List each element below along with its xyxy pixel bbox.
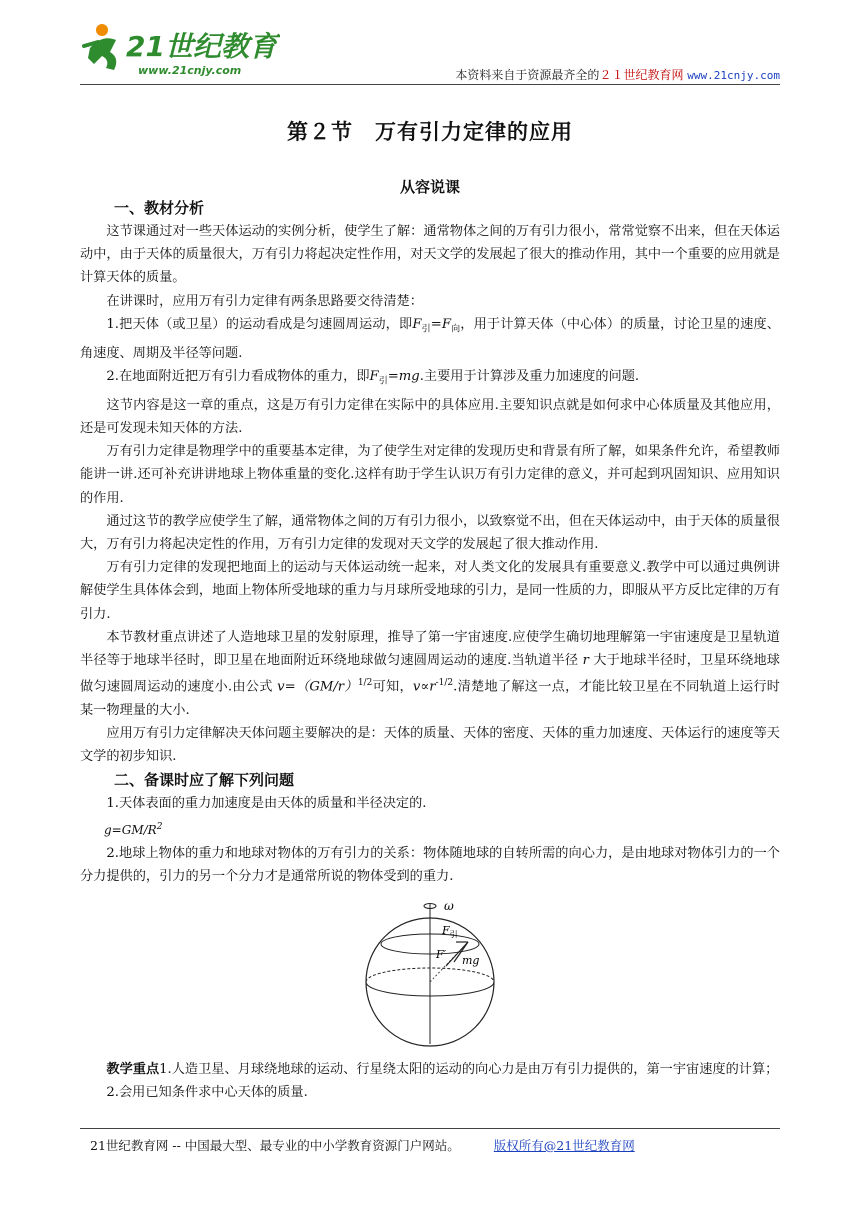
paragraph: 1.天体表面的重力加速度是由天体的质量和半径决定的.: [106, 796, 427, 812]
site-logo: [80, 18, 280, 82]
formula-gravity: $g=GM/R^2$: [104, 821, 163, 837]
omega-label: ω: [444, 899, 454, 914]
logo-url: www.21cnjy.com: [138, 64, 242, 77]
copyright-link[interactable]: 版权所有@21世纪教育网: [493, 1138, 635, 1153]
paragraph-key-point: 教学重点1.人造卫星、月球绕地球的运动、行星绕太阳的运动的向心力是由万有引力提供的，第一宇宙速度的计算；: [106, 1062, 779, 1078]
header-divider: [80, 84, 780, 85]
paragraph: 本节教材重点讲述了人造地球卫星的发射原理，推导了第一宇宙速度.应使学生确切地理解第一宇宙速度是卫星轨道半径等于地球半径时，即卫星在地面附近环绕地球做匀速圆周运动的速度.当轨道半径 r 大于地球半径时，卫星环绕地球做匀速圆周运动的速度小.由公式 $v=(GM/r)^{1/2}$可知，$v\propto r^{-1/2}$.清楚地了解这一点，才能比较卫星在不同轨道上运行时某一物理量的大小.: [80, 629, 780, 718]
section-heading-1: 一、教材分析: [114, 199, 205, 217]
footer-text: 21世纪教育网 -- 中国最大型、最专业的中小学教育资源门户网站。: [90, 1138, 460, 1153]
f-label: $F_引$: [442, 924, 458, 940]
key-label: 教学重点: [106, 1062, 160, 1078]
page-footer: [90, 1136, 635, 1154]
section-heading-2: 二、备课时应了解下列问题: [114, 771, 295, 790]
paragraph: 万有引力定律是物理学中的重要基本定律，为了使学生对定律的发现历史和背景有所了解，如果条件允许，希望教师能讲一讲.还可补充讲讲地球上物体重量的变化.这样有助于学生认识万有引力定律的意义，并可起到巩固知识、应用知识的作用.: [80, 444, 780, 506]
header-brand: ２１世纪教育网: [599, 68, 684, 82]
paragraph: 在讲课时，应用万有引力定律有两条思路要交待清楚：: [106, 293, 423, 309]
main-content: [80, 196, 780, 1105]
paragraph: 这节课通过对一些天体运动的实例分析，使学生了解：通常物体之间的万有引力很小，常常觉察不出来，但在天体运动中，由于天体的质量很大，万有引力将起决定性作用，对天文学的发展起了很大的推动作用，其中一个重要的应用就是计算天体的质量。: [80, 224, 780, 286]
logo-text: 21世纪教育: [126, 30, 277, 63]
earth-force-diagram: [350, 894, 510, 1050]
page-title: 第２节 万有引力定律的应用: [287, 120, 573, 144]
header-note: 本资料来自于资源最齐全的２１世纪教育网 www.21cnjy.com: [455, 68, 780, 82]
page-header: [80, 18, 780, 88]
paragraph: 这节内容是这一章的重点，这是万有引力定律在实际中的具体应用.主要知识点就是如何求中心体质量及其他应用，还是可发现未知天体的方法.: [80, 397, 780, 436]
paragraph: 2.在地面附近把万有引力看成物体的重力，即$F_引=mg$.主要用于计算涉及重力加速度的问题.: [106, 368, 640, 387]
header-url-link[interactable]: www.21cnjy.com: [687, 69, 780, 82]
page-subtitle: 从容说课: [399, 178, 460, 196]
paragraph: 2.地球上物体的重力和地球对物体的万有引力的关系：物体随地球的自转所需的向心力，是由地球对物体引力的一个分力提供的，引力的另一个分力才是通常所说的物体受到的重力.: [80, 845, 780, 884]
paragraph: 2.会用已知条件求中心天体的质量.: [106, 1085, 308, 1101]
f-prime-label: F′: [436, 948, 447, 962]
paragraph: 应用万有引力定律解决天体问题主要解决的是：天体的质量、天体的密度、天体的重力加速度、天体运行的速度等天文学的初步知识.: [80, 725, 780, 765]
paragraph: 1.把天体（或卫星）的运动看成是匀速圆周运动，即$F_引=F_向$，用于计算天体（中心体）的质量，讨论卫星的速度、角速度、周期及半径等问题.: [80, 316, 780, 361]
footer-divider: [80, 1128, 780, 1129]
mg-label: mg: [462, 954, 480, 968]
paragraph: 万有引力定律的发现把地面上的运动与天体运动统一起来，对人类文化的发展具有重要意义.教学中可以通过典例讲解使学生具体体会到，地面上物体所受地球的重力与月球所受地球的引力，是同一性质的力，即服从平方反比定律的万有引力.: [80, 560, 780, 622]
paragraph: 通过这节的教学应使学生了解，通常物体之间的万有引力很小，以致察觉不出，但在天体运动中，由于天体的质量很大，万有引力将起决定性的作用，万有引力定律的发现对天文学的发展起了很大推动作用.: [80, 513, 780, 552]
